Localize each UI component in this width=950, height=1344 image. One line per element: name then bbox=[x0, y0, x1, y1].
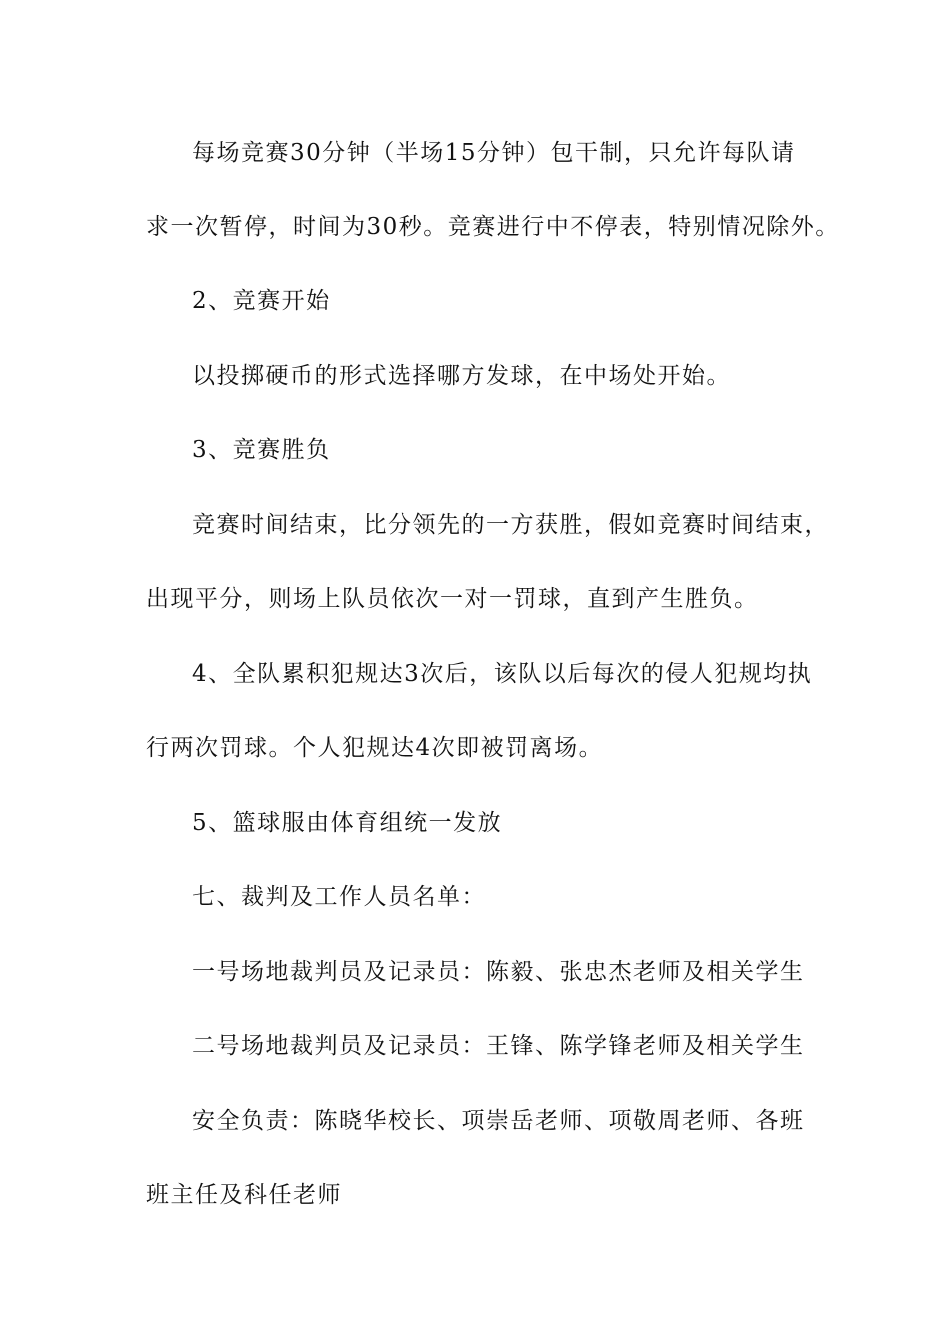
section-heading-game-result: 3、竞赛胜负 bbox=[192, 437, 331, 463]
section-heading-game-start: 2、竞赛开始 bbox=[192, 288, 331, 314]
paragraph-line-personal-fouls: 行两次罚球。个人犯规达4次即被罚离场。 bbox=[146, 735, 604, 761]
paragraph-line-timeout: 求一次暂停，时间为30秒。竞赛进行中不停表，特别情况除外。 bbox=[146, 214, 840, 240]
paragraph-line-team-fouls: 4、全队累积犯规达3次后，该队以后每次的侵人犯规均执 bbox=[192, 661, 813, 687]
paragraph-line-court-two-referees: 二号场地裁判员及记录员：王锋、陈学锋老师及相关学生 bbox=[192, 1033, 805, 1059]
paragraph-line-safety-officers: 安全负责：陈晓华校长、项崇岳老师、项敬周老师、各班 bbox=[192, 1108, 805, 1134]
paragraph-line-safety-teachers: 班主任及科任老师 bbox=[146, 1182, 342, 1208]
paragraph-line-tie-break: 出现平分，则场上队员依次一对一罚球，直到产生胜负。 bbox=[146, 586, 759, 612]
paragraph-line-coin-toss: 以投掷硬币的形式选择哪方发球，在中场处开始。 bbox=[192, 363, 731, 389]
paragraph-line-winner: 竞赛时间结束，比分领先的一方获胜，假如竞赛时间结束， bbox=[192, 512, 829, 538]
paragraph-line-uniforms: 5、篮球服由体育组统一发放 bbox=[192, 810, 503, 836]
paragraph-line-court-one-referees: 一号场地裁判员及记录员：陈毅、张忠杰老师及相关学生 bbox=[192, 959, 805, 985]
section-heading-staff-list: 七、裁判及工作人员名单： bbox=[192, 884, 486, 910]
paragraph-line-game-duration: 每场竞赛30分钟（半场15分钟）包干制，只允许每队请 bbox=[192, 140, 796, 166]
